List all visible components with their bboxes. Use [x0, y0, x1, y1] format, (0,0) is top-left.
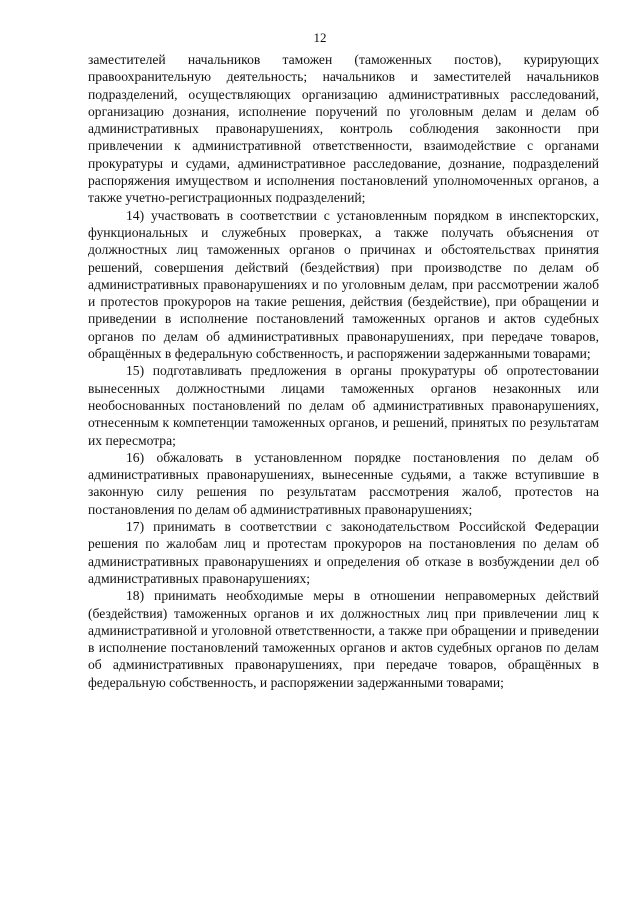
paragraph-item-17: 17) принимать в соответствии с законодательством Российской Федерации решения по жалобам лиц и протестам прокуроров на постановления по делам об административных правонарушениях и определения об отказе в возбуждении дел об административных правонарушениях; — [88, 519, 599, 586]
paragraph-continuation: заместителей начальников таможен (таможенных постов), курирующих правоохранительную деятельность; начальников и заместителей начальников подразделений, осуществляющих организацию административных расследований, организацию дознания, исполнение поручений по уголовным делам и делам об административных правонарушениях, контроль соблюдения законности при привлечении к административной ответственности, взаимодействие с органами прокуратуры и судами, административное расследование, дознание, подразделений распоряжения имуществом и исполнения постановлений уполномоченных органов, а также учетно-регистрационных подразделений; — [88, 52, 599, 206]
paragraph-item-14: 14) участвовать в соответствии с установленным порядком в инспекторских, функциональных и служебных проверках, а также получать объяснения от должностных лиц таможенных органов о причинах и обстоятельствах принятия решений, совершения действий (бездействия) при производстве по делам об административных правонарушениях и по уголовным делам, при рассмотрении жалоб и протестов прокуроров на такие решения, действия (бездействие), при обращении и приведении в исполнение постановлений таможенных органов и актов судебных органов по делам об административных правонарушениях, при передаче товаров, обращённых в федеральную собственность, и распоряжении задержанными товарами; — [88, 207, 599, 362]
paragraph-item-16: 16) обжаловать в установленном порядке постановления по делам об административных правонарушениях, вынесенные судьями, а также вступившие в законную силу решения по результатам рассмотрения жалоб, протестов на постановления по делам об административных правонарушениях; — [88, 449, 599, 517]
page-number: 12 — [313, 30, 327, 45]
paragraph-item-15: 15) подготавливать предложения в органы прокуратуры об опротестовании вынесенных должностными лицами таможенных органов незаконных или необоснованных постановлений по делам об административных правонарушениях, отнесенным к компетенции таможенных органов, и решений, принятых по результатам их пересмотра; — [88, 363, 599, 448]
paragraph-item-18: 18) принимать необходимые меры в отношении неправомерных действий (бездействия) таможенных органов и их должностных лиц при привлечении лиц к административной и уголовной ответственности, а также при обращении и приведении в исполнение постановлений таможенных органов и актов судебных органов по делам об административных правонарушениях, при передаче товаров, обращённых в федеральную собственность, и распоряжении задержанными товарами; — [88, 588, 599, 690]
document-body — [88, 51, 599, 691]
